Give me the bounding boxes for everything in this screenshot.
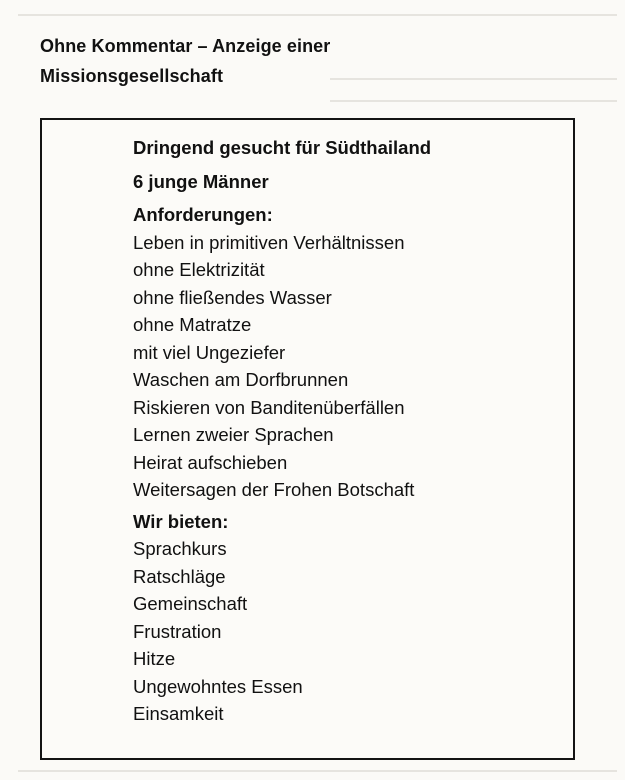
requirement-item: Leben in primitiven Verhältnissen [133, 231, 405, 253]
background-text-bleed [18, 770, 617, 772]
page-title [40, 31, 330, 91]
page-title-line-2: Missionsgesellschaft [40, 66, 224, 86]
advertisement-box [40, 118, 575, 760]
offer-item: Sprachkurs [133, 538, 227, 559]
requirements-list [133, 229, 431, 504]
offer-item: Ungewohntes Essen [133, 675, 303, 697]
background-text-bleed [330, 78, 617, 80]
offer-item: Ratschläge [133, 565, 226, 587]
background-text-bleed [18, 14, 617, 16]
requirements-heading: Anforderungen: [133, 204, 273, 225]
page-title-line-1: Ohne Kommentar – Anzeige einer [40, 36, 331, 56]
offer-item: Gemeinschaft [133, 593, 248, 614]
offer-item: Einsamkeit [133, 703, 224, 724]
requirement-item: Lernen zweier Sprachen [133, 424, 334, 445]
requirement-item: Heirat aufschieben [133, 451, 288, 473]
ad-headline: Dringend gesucht für Südthailand [133, 137, 432, 158]
offer-heading: Wir bieten: [133, 510, 229, 532]
offer-item: Hitze [133, 648, 176, 669]
ad-subheadline: 6 junge Männer [133, 170, 269, 192]
requirement-subitem: ohne Matratze [133, 314, 252, 335]
requirement-item: Weitersagen der Frohen Botschaft [133, 479, 415, 500]
requirement-subitem: mit viel Ungeziefer [133, 341, 286, 363]
requirement-item: Riskieren von Banditenüberfällen [133, 396, 405, 418]
background-text-bleed [330, 100, 617, 102]
requirement-subitem: ohne fließendes Wasser [133, 286, 332, 308]
offer-item: Frustration [133, 620, 222, 642]
requirement-subitem: ohne Elektrizität [133, 259, 265, 280]
requirement-subitem: Waschen am Dorfbrunnen [133, 369, 349, 390]
offer-list [133, 535, 431, 728]
advertisement-content [133, 134, 431, 728]
